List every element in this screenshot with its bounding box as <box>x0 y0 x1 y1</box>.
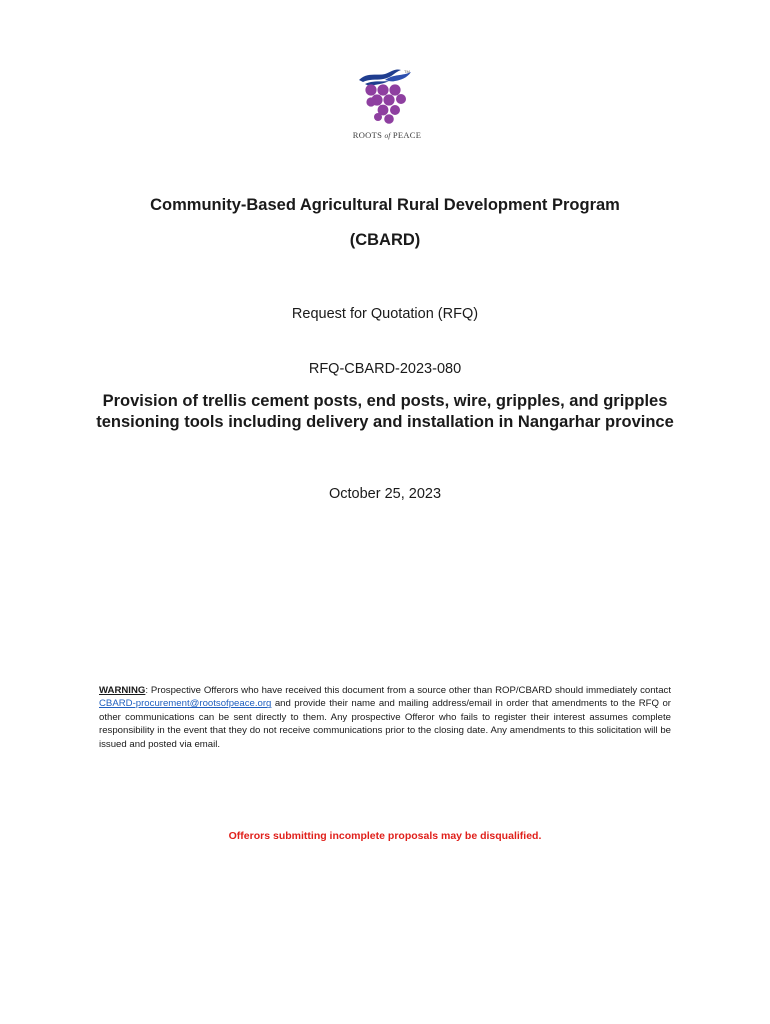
svg-text:TM: TM <box>404 69 410 74</box>
rfq-number: RFQ-CBARD-2023-080 <box>308 361 462 377</box>
grape-cluster-icon <box>345 66 429 128</box>
logo-wordmark <box>345 130 429 140</box>
warning-label: WARNING <box>99 685 146 696</box>
logo-text-peace: PEACE <box>392 130 422 140</box>
program-title: Community-Based Agricultural Rural Development Program <box>150 196 620 214</box>
warning-text-after: and provide their name and mailing address/email in order that amendments to the RFQ or other communications can be sent directly to them. Any prospective Offeror who fails to register their interest assumes complete responsibility in the event that they do not receive communications prior to the closing date. Any amendments to this solicitation will be issued and posted via email. <box>99 698 671 750</box>
procurement-email-link[interactable]: CBARD-procurement@rootsofpeace.org <box>99 698 272 710</box>
rfq-label: Request for Quotation (RFQ) <box>291 306 479 322</box>
incomplete-proposal-notice: Offerors submitting incomplete proposals may be disqualified. <box>228 830 542 842</box>
provision-title: Provision of trellis cement posts, end posts, wire, gripples, and gripples tensioning tools including delivery and installation in Nangarhar province <box>96 392 674 431</box>
logo-text-roots: ROOTS <box>352 130 383 140</box>
warning-paragraph <box>99 684 671 751</box>
roots-of-peace-logo <box>345 66 429 144</box>
program-abbreviation: (CBARD) <box>349 231 421 249</box>
document-date: October 25, 2023 <box>328 486 442 502</box>
logo-text-of: of <box>384 131 391 140</box>
warning-text-before: : Prospective Offerors who have received this document from a source other than ROP/CBARD should immediately contact <box>145 685 671 696</box>
